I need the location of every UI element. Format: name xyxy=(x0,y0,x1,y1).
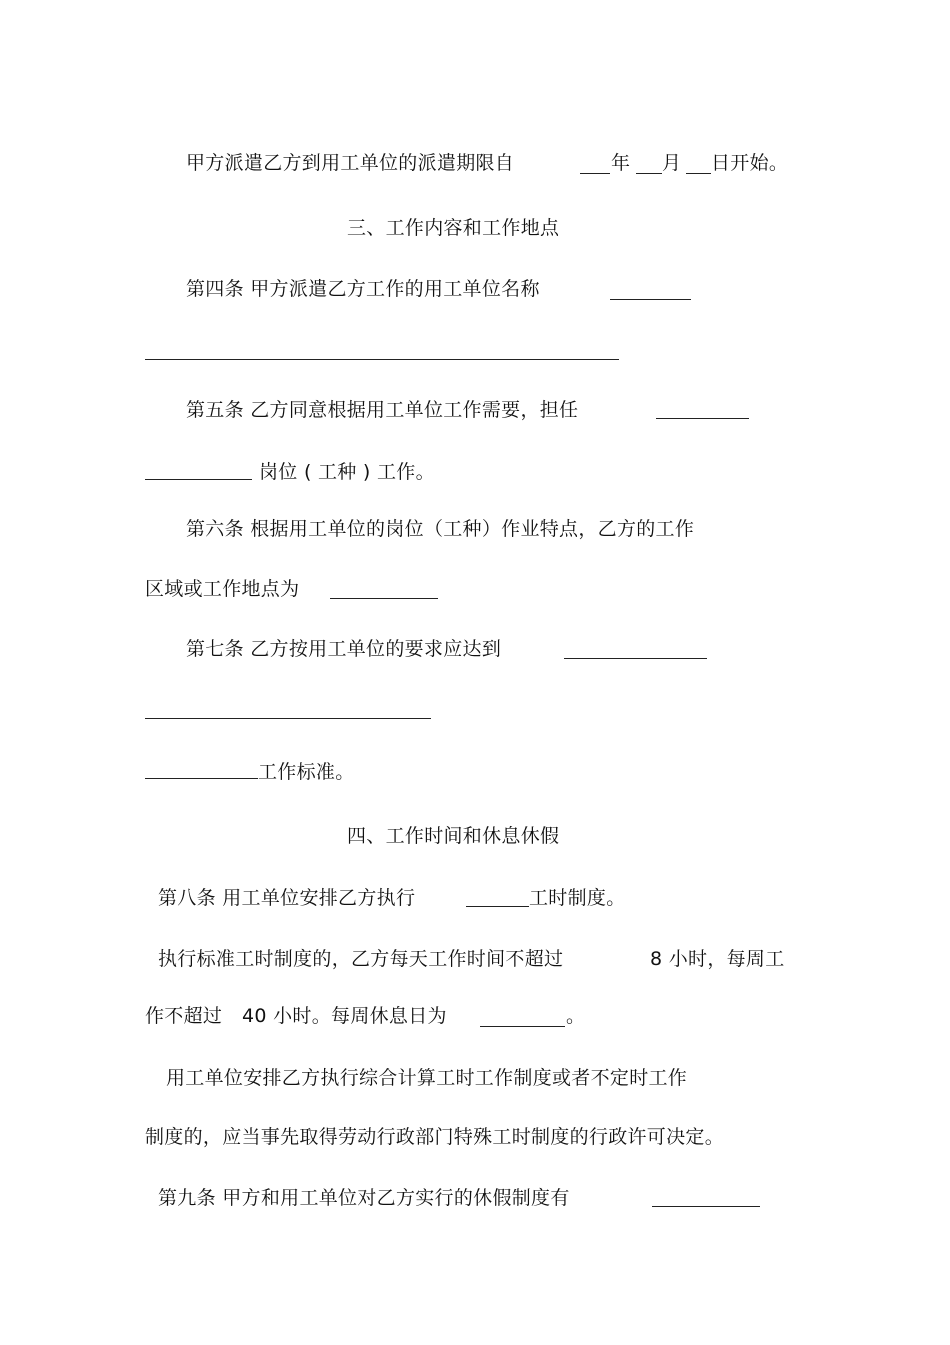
article6-text: 第六条 根据用工单位的岗位（工种）作业特点，乙方的工作 xyxy=(186,518,695,540)
month-blank xyxy=(636,173,662,174)
article5-cont-text: 岗位 ( 工种 ) 工作。 xyxy=(259,461,435,483)
year-blank xyxy=(580,173,610,174)
year-label: 年 xyxy=(611,152,631,174)
section-three-heading: 三、工作内容和工作地点 xyxy=(347,217,560,239)
article9-blank xyxy=(652,1206,760,1207)
article4-blank xyxy=(610,299,691,300)
article7-cont-text: 工作标准。 xyxy=(258,761,355,783)
day-start-label: 日开始。 xyxy=(711,152,789,174)
rest-day-blank xyxy=(480,1026,565,1027)
article7-text: 第七条 乙方按用工单位的要求应达到 xyxy=(186,638,502,660)
article4-text: 第四条 甲方派遣乙方工作的用工单位名称 xyxy=(186,278,540,300)
section-four-heading: 四、工作时间和休息休假 xyxy=(347,825,560,847)
standard-hours-40: 40 小时。每周休息日为 xyxy=(242,1005,447,1027)
standard-hours-line2: 作不超过 xyxy=(145,1005,223,1027)
article7-blank xyxy=(564,658,707,659)
article8-text: 第八条 用工单位安排乙方执行 xyxy=(158,887,416,909)
article4-blank-line2 xyxy=(145,359,619,360)
standard-hours-line1: 执行标准工时制度的，乙方每天工作时间不超过 xyxy=(158,948,564,970)
article8-suffix-text: 工时制度。 xyxy=(529,887,626,909)
article6-location-blank xyxy=(330,598,438,599)
comprehensive-line2: 制度的，应当事先取得劳动行政部门特殊工时制度的行政许可决定。 xyxy=(145,1126,725,1148)
dispatch-period-text: 甲方派遣乙方到用工单位的派遣期限自 xyxy=(186,152,515,174)
article9-text: 第九条 甲方和用工单位对乙方实行的休假制度有 xyxy=(158,1187,570,1209)
rest-day-period: 。 xyxy=(566,1005,586,1027)
standard-hours-8: 8 小时，每周工 xyxy=(650,948,785,970)
article5-position-blank xyxy=(145,479,252,480)
article5-blank xyxy=(656,418,749,419)
article6-cont-text: 区域或工作地点为 xyxy=(145,578,300,600)
article7-blank-line3 xyxy=(145,778,258,779)
article5-text: 第五条 乙方同意根据用工单位工作需要，担任 xyxy=(186,399,579,421)
month-label: 月 xyxy=(662,152,682,174)
comprehensive-line1: 用工单位安排乙方执行综合计算工时工作制度或者不定时工作 xyxy=(166,1067,688,1089)
article8-blank xyxy=(466,906,529,907)
day-blank xyxy=(686,173,711,174)
article7-blank-line2 xyxy=(145,718,431,719)
